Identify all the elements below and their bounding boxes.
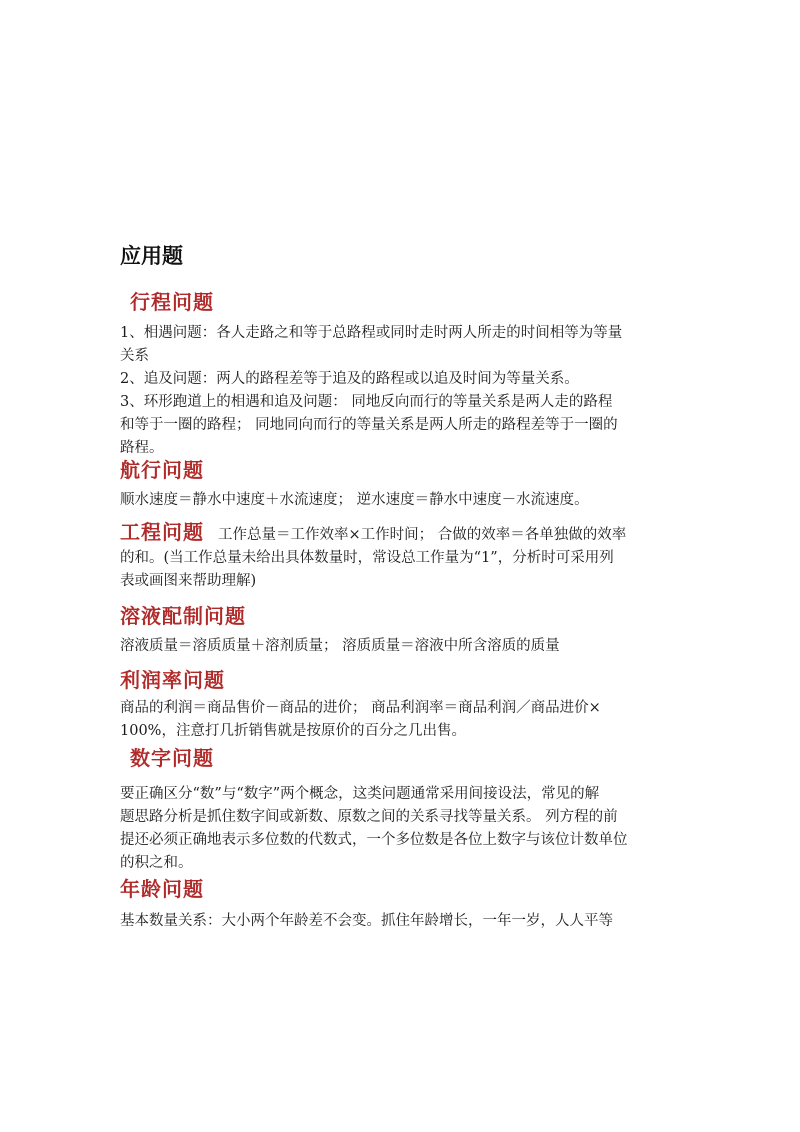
text-line: 路程。 bbox=[120, 440, 164, 456]
engineering-inline-text: 工作总量＝工作效率×工作时间； 合做的效率＝各单独做的效率 bbox=[218, 527, 627, 543]
text-line: 2、追及问题：两人的路程差等于追及的路程或以追及时间为等量关系。 bbox=[120, 371, 579, 387]
text-line: 商品的利润＝商品售价－商品的进价； 商品利润率＝商品利润／商品进价× bbox=[120, 700, 601, 716]
section-heading-digits: 数字问题 bbox=[130, 746, 214, 770]
section-body-age bbox=[120, 910, 613, 933]
text-line: 溶液质量＝溶质质量＋溶剂质量； 溶质质量＝溶液中所含溶质的质量 bbox=[120, 638, 560, 654]
text-line: 100%，注意打几折销售就是按原价的百分之几出售。 bbox=[120, 723, 466, 739]
section-heading-age: 年龄问题 bbox=[120, 877, 204, 901]
section-body-solution bbox=[120, 635, 560, 658]
text-line: 表或画图来帮助理解) bbox=[120, 573, 257, 589]
text-line: 题思路分析是抓住数字间或新数、原数之间的关系寻找等量关系。 列方程的前 bbox=[120, 809, 618, 825]
section-heading-travel: 行程问题 bbox=[130, 290, 214, 314]
text-line: 提还必须正确地表示多位数的代数式，一个多位数是各位上数字与该位计数单位 bbox=[120, 832, 628, 848]
section-body-travel bbox=[120, 322, 622, 460]
section-heading-solution: 溶液配制问题 bbox=[120, 604, 246, 628]
text-line: 基本数量关系：大小两个年龄差不会变。抓住年龄增长，一年一岁，人人平等 bbox=[120, 913, 613, 929]
text-line: 顺水速度＝静水中速度＋水流速度； 逆水速度＝静水中速度－水流速度。 bbox=[120, 492, 589, 508]
section-body-profit bbox=[120, 697, 601, 743]
text-line: 1、相遇问题：各人走路之和等于总路程或同时走时两人所走的时间相等为等量 bbox=[120, 325, 623, 341]
section-body-digits bbox=[120, 783, 628, 875]
text-line: 的和。(当工作总量未给出具体数量时，常设总工作量为“1”，分析时可采用列 bbox=[120, 550, 614, 566]
section-heading-engineering: 工程问题 bbox=[120, 520, 204, 544]
section-body-engineering bbox=[120, 547, 614, 593]
text-line: 3、环形跑道上的相遇和追及问题： 同地反向而行的等量关系是两人走的路程 bbox=[120, 394, 613, 410]
text-line: 要正确区分“数”与“数字”两个概念，这类问题通常采用间接设法，常见的解 bbox=[120, 786, 600, 802]
section-heading-profit: 利润率问题 bbox=[120, 668, 225, 692]
page-title: 应用题 bbox=[120, 244, 183, 268]
section-body-navigation bbox=[120, 489, 589, 512]
text-line: 关系 bbox=[120, 348, 149, 364]
text-line: 的积之和。 bbox=[120, 855, 193, 871]
text-line: 和等于一圈的路程； 同地同向而行的等量关系是两人所走的路程差等于一圈的 bbox=[120, 417, 618, 433]
section-heading-navigation: 航行问题 bbox=[120, 458, 204, 482]
